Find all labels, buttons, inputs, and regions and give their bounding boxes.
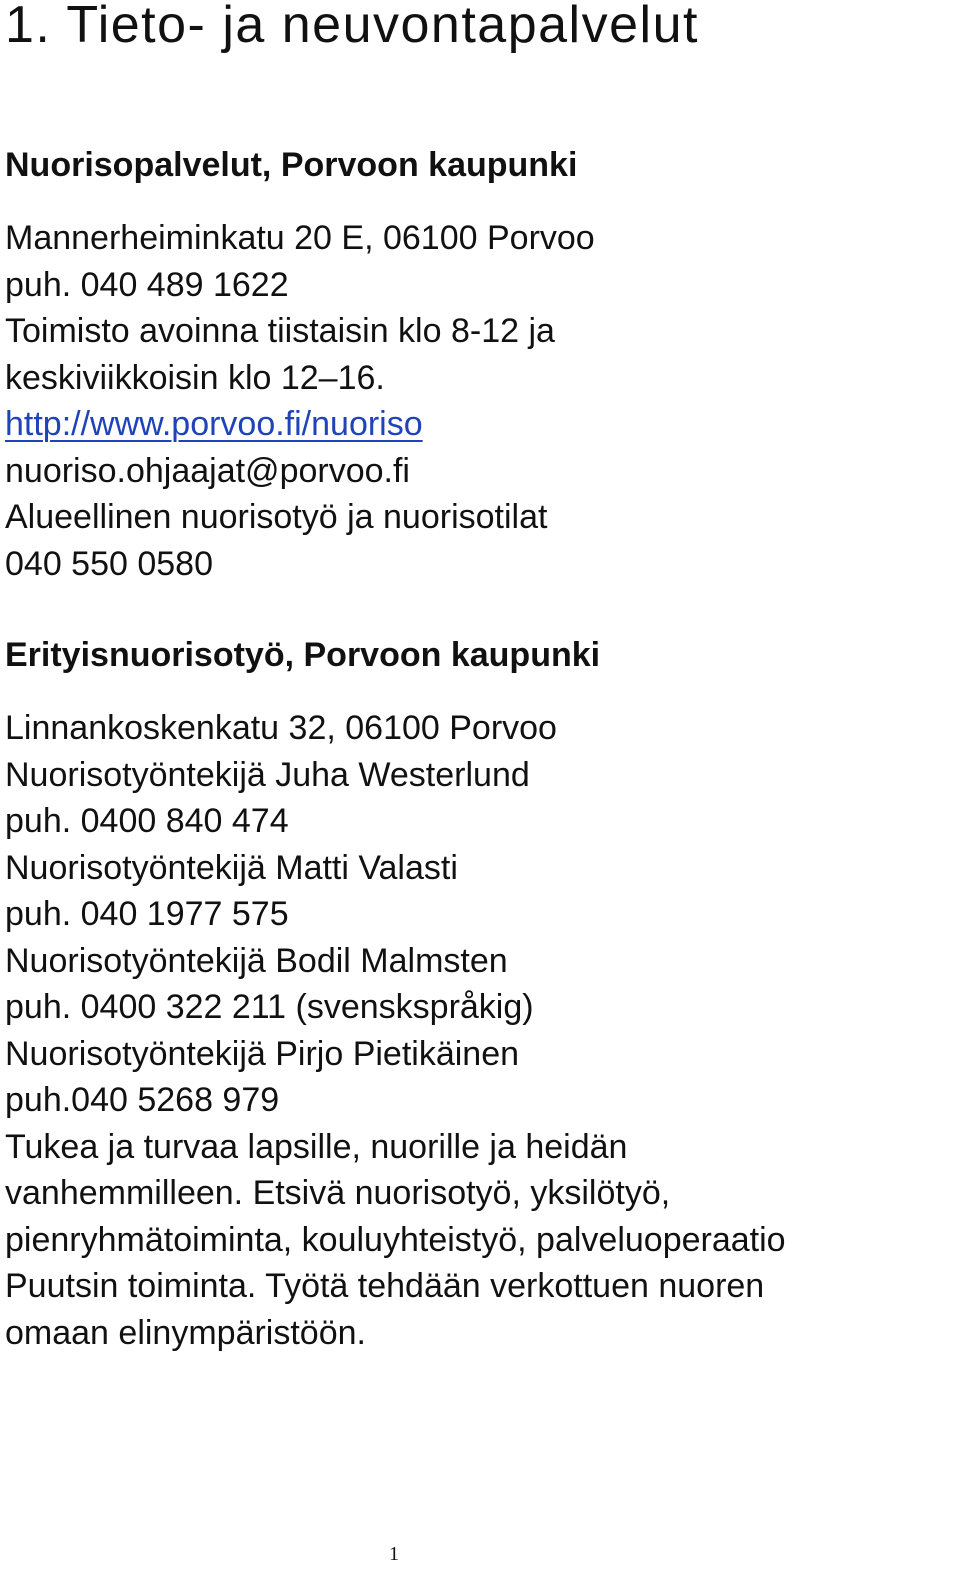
- section-title: Nuorisopalvelut, Porvoon kaupunki: [5, 146, 578, 184]
- description-text: Puutsin toiminta. Työtä tehdään verkottuen nuoren: [5, 1267, 765, 1305]
- regional-work-label: Alueellinen nuorisotyö ja nuorisotilat: [5, 498, 548, 536]
- contact-name: Nuorisotyöntekijä Pirjo Pietikäinen: [5, 1034, 520, 1073]
- section-body: [5, 705, 955, 1356]
- section-nuorisopalvelut: [5, 142, 955, 587]
- page-number: 1: [389, 1543, 399, 1565]
- section-erityisnuorisotyo: [5, 632, 955, 1356]
- address-text: Mannerheiminkatu 20 E, 06100 Porvoo: [5, 219, 595, 257]
- email-text: nuoriso.ohjaajat@porvoo.fi: [5, 451, 410, 490]
- description-text: omaan elinympäristöön.: [5, 1313, 366, 1352]
- section-title: Erityisnuorisotyö, Porvoon kaupunki: [5, 636, 601, 674]
- office-hours-text: Toimisto avoinna tiistaisin klo 8-12 ja: [5, 312, 555, 350]
- contact-phone: puh. 040 1977 575: [5, 895, 289, 933]
- regional-work-phone: 040 550 0580: [5, 544, 213, 583]
- contact-phone: puh. 0400 840 474: [5, 802, 289, 840]
- description-text: Tukea ja turvaa lapsille, nuorille ja heidän: [5, 1127, 628, 1166]
- address-text: Linnankoskenkatu 32, 06100 Porvoo: [5, 709, 557, 747]
- contact-name: Nuorisotyöntekijä Bodil Malmsten: [5, 941, 508, 980]
- office-hours-text: keskiviikkoisin klo 12–16.: [5, 358, 385, 397]
- page-heading: 1. Tieto- ja neuvontapalvelut: [5, 0, 699, 54]
- section-body: [5, 215, 955, 587]
- contact-phone: puh. 0400 322 211 (svenskspråkig): [5, 988, 534, 1026]
- document-page: [5, 0, 955, 1356]
- description-text: pienryhmätoiminta, kouluyhteistyö, palveluoperaatio: [5, 1220, 786, 1259]
- website-link[interactable]: http://www.porvoo.fi/nuoriso: [5, 405, 423, 443]
- description-text: vanhemmilleen. Etsivä nuorisotyö, yksilötyö,: [5, 1174, 671, 1212]
- contact-phone: puh.040 5268 979: [5, 1081, 280, 1119]
- phone-text: puh. 040 489 1622: [5, 265, 289, 304]
- contact-name: Nuorisotyöntekijä Matti Valasti: [5, 848, 458, 887]
- contact-name: Nuorisotyöntekijä Juha Westerlund: [5, 755, 530, 794]
